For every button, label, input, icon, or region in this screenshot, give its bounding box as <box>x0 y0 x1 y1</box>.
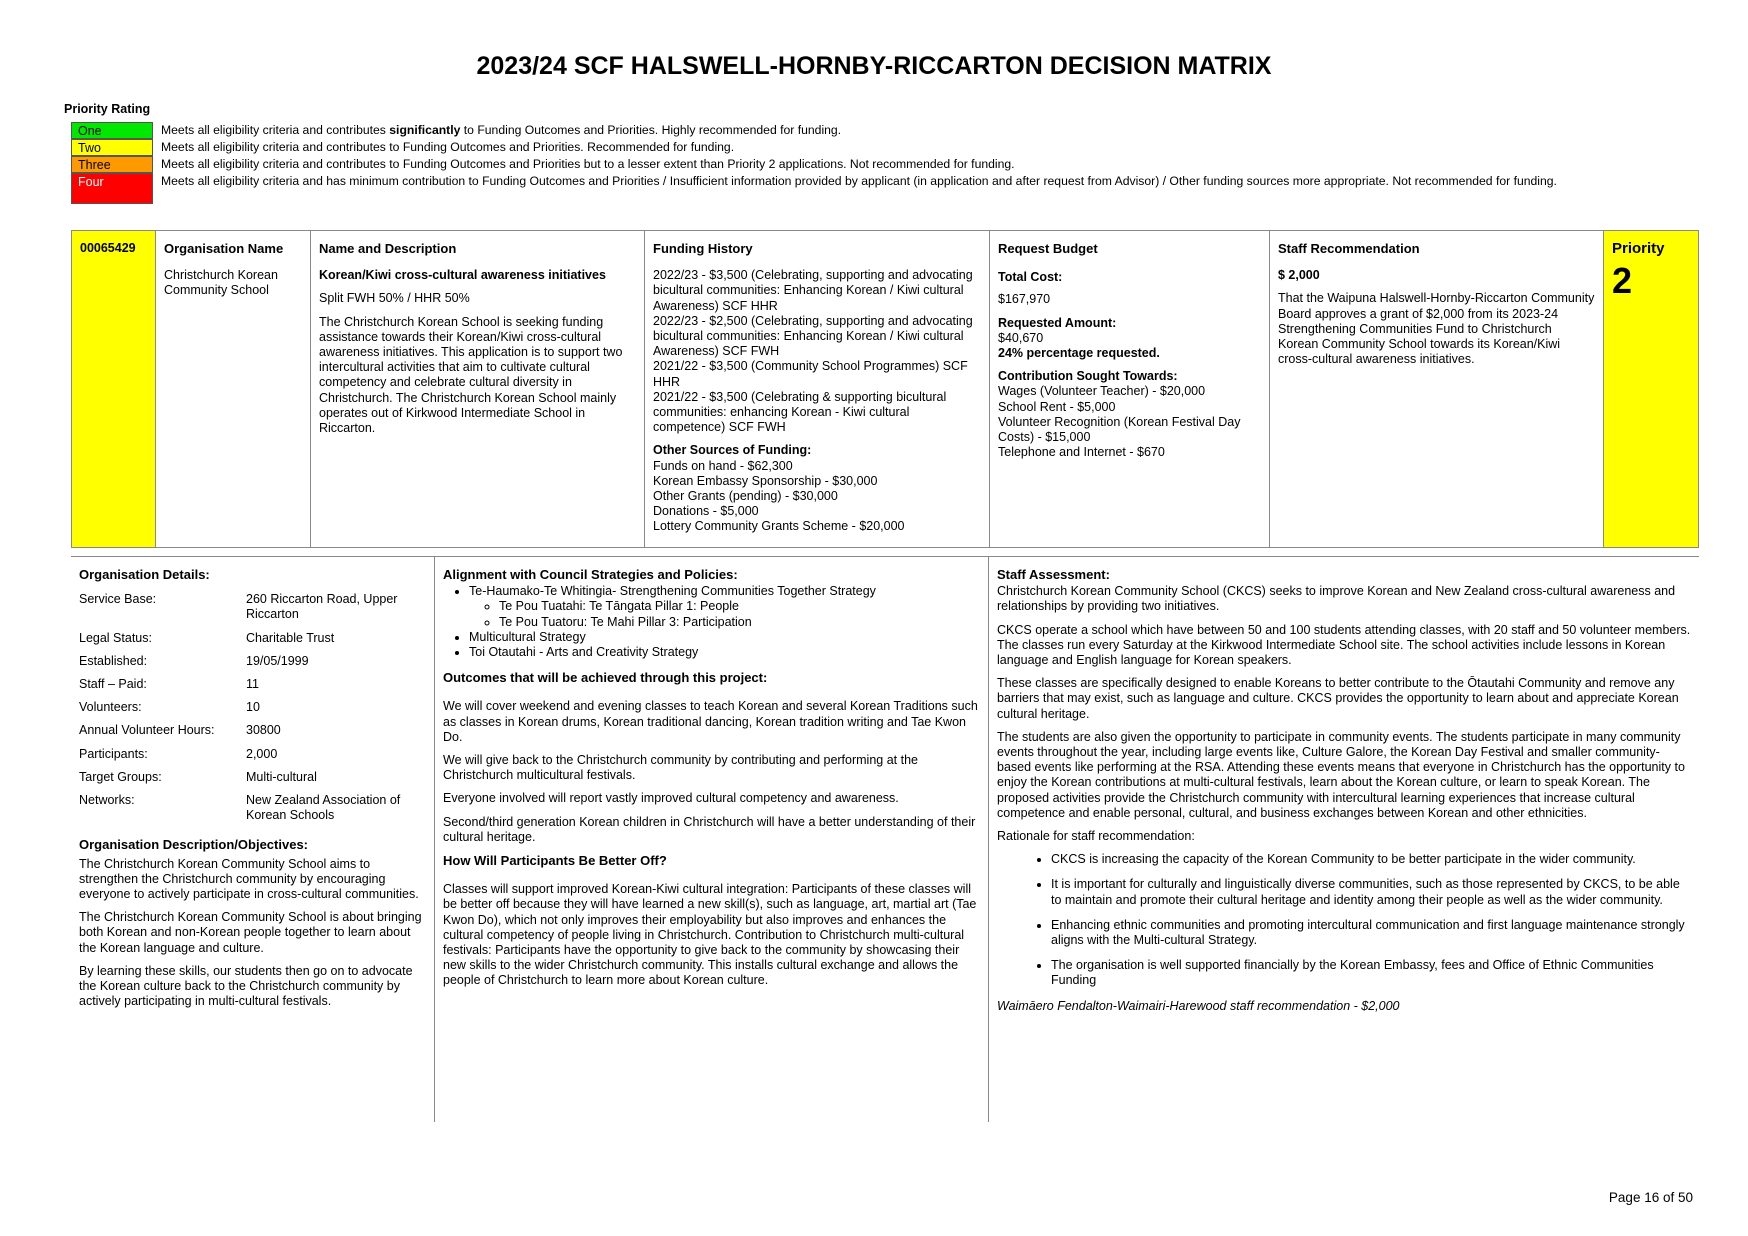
outcome-paragraph: We will give back to the Christchurch community by contributing and performing at the Christchurch multicultural festivals. <box>443 753 918 783</box>
detail-label: Participants: <box>79 746 148 761</box>
detail-value: Multi-cultural <box>246 769 317 784</box>
legend-desc-one-pre: Meets all eligibility criteria and contributes <box>161 123 390 137</box>
pillar-item: ◦ Te Pou Tuatahi: Te Tāngata Pillar 1: People <box>499 599 980 614</box>
percentage-requested: 24% percentage requested. <box>998 346 1160 361</box>
funding-history-cell <box>645 231 990 547</box>
detail-row-service-base <box>79 592 426 622</box>
rationale-heading: Rationale for staff recommendation: <box>997 829 1195 844</box>
funding-history-item: 2021/22 - $3,500 (Celebrating & supporting bicultural communities: enhancing Korean - Kiwi cultural competence) SCF FWH <box>653 389 947 435</box>
contribution-item: School Rent - $5,000 <box>998 399 1116 414</box>
detail-value: 30800 <box>246 723 281 738</box>
pillar-list <box>469 599 980 629</box>
rationale-item: • It is important for culturally and linguistically diverse communities, such as those represented by CKCS, to be able to maintain and promote their cultural heritage and identity among their people as well as the wider community. <box>1051 877 1691 907</box>
requested-amount-label: Requested Amount: <box>998 315 1117 330</box>
staff-recommendation-cell <box>1270 231 1604 547</box>
legend-swatch-two: Two <box>71 139 153 156</box>
alignment-column <box>435 557 989 1122</box>
legend-desc-two: Meets all eligibility criteria and contributes to Funding Outcomes and Priorities. Recommended for funding. <box>161 140 735 154</box>
strategy-item: • Toi Otautahi - Arts and Creativity Strategy <box>469 645 980 660</box>
better-off-heading: How Will Participants Be Better Off? <box>443 853 667 869</box>
detail-label: Target Groups: <box>79 769 162 784</box>
detail-row-legal-status <box>79 631 426 646</box>
detail-row-target-groups <box>79 770 426 785</box>
staff-assessment-heading: Staff Assessment: <box>997 567 1110 582</box>
other-source-item: Lottery Community Grants Scheme - $20,000 <box>653 519 905 534</box>
legend-desc-one-strong: significantly <box>389 123 461 137</box>
details-section <box>71 556 1699 1122</box>
legend-row-one <box>71 122 1651 139</box>
strategy-item <box>469 584 980 630</box>
application-id-cell <box>72 231 156 547</box>
assessment-paragraph: These classes are specifically designed to enable Koreans to better contribute to the Ōtautahi Community and remove any barriers that may exist, such as language and culture. CKCS provides the opportunity to learn about and appreciate Korean cultural heritage. <box>997 676 1679 721</box>
detail-row-volunteer-hours <box>79 723 426 738</box>
org-description-paragraph: The Christchurch Korean Community School aims to strengthen the Christchurch community by encouraging everyone to actively participate in cross-cultural communities. <box>79 856 419 902</box>
detail-row-volunteers <box>79 700 426 715</box>
other-source-item: Other Grants (pending) - $30,000 <box>653 489 838 504</box>
detail-value: New Zealand Association of Korean Schools <box>246 793 401 823</box>
staff-recommendation-amount: $ 2,000 <box>1278 268 1320 283</box>
name-description-cell <box>311 231 645 547</box>
detail-value: 260 Riccarton Road, Upper Riccarton <box>246 592 398 622</box>
contribution-item: Telephone and Internet - $670 <box>998 445 1165 460</box>
rationale-item: • CKCS is increasing the capacity of the Korean Community to be better participate in the wider community. <box>1051 852 1691 867</box>
outcome-paragraph: Everyone involved will report vastly improved cultural competency and awareness. <box>443 791 899 806</box>
requested-amount-value: $40,670 <box>998 330 1044 345</box>
legend-desc-three: Meets all eligibility criteria and contributes to Funding Outcomes and Priorities but to a lesser extent than Priority 2 applications. Not recommended for funding. <box>161 157 1015 171</box>
staff-assessment-column <box>989 557 1699 1122</box>
application-table <box>71 230 1699 548</box>
funding-history-header: Funding History <box>653 241 753 256</box>
legend-row-two <box>71 139 1651 156</box>
other-sources-heading: Other Sources of Funding: <box>653 443 812 458</box>
detail-row-participants <box>79 747 426 762</box>
priority-header: Priority <box>1612 240 1665 257</box>
detail-label: Service Base: <box>79 592 157 607</box>
org-description-paragraph: The Christchurch Korean Community School is about bringing both Korean and non-Korean people together to learn about the Korean language and culture. <box>79 910 422 955</box>
outcomes-heading: Outcomes that will be achieved through this project: <box>443 670 768 686</box>
detail-value: 2,000 <box>246 746 278 761</box>
strategy-list <box>443 584 980 660</box>
staff-recommendation-text: That the Waipuna Halswell-Hornby-Riccarton Community Board approves a grant of $2,000 from its 2023-24 Strengthening Communities Fund to Christchurch Korean Community School towards its Korean/Kiwi cross-cultural awareness initiatives. <box>1278 291 1595 367</box>
strategy-item: • Multicultural Strategy <box>469 630 980 645</box>
outcome-paragraph: Second/third generation Korean children in Christchurch will have a better understanding of their cultural heritage. <box>443 814 976 844</box>
project-description: The Christchurch Korean School is seeking funding assistance towards their Korean/Kiwi cross-cultural awareness initiatives. This application is to support two intercultural activities that aim to cultivate cultural competency and celebrate cultural diversity in Christchurch. The Christchurch Korean School mainly operates out of Kirkwood Intermediate School in Riccarton. <box>319 314 623 436</box>
other-source-item: Korean Embassy Sponsorship - $30,000 <box>653 473 878 488</box>
pillar-item: ◦ Te Pou Tuatoru: Te Mahi Pillar 3: Participation <box>499 615 980 630</box>
outcome-paragraph: We will cover weekend and evening classes to teach Korean and several Korean Traditions such as classes in Korean drums, Korean traditional dancing, Korean tradition writing and Tae Kwon Do. <box>443 699 978 744</box>
rationale-item: • The organisation is well supported financially by the Korean Embassy, fees and Office of Ethnic Communities Funding <box>1051 958 1691 988</box>
funding-history-item: 2022/23 - $3,500 (Celebrating, supporting and advocating bicultural communities: Enhancing Korean / Kiwi cultural Awareness) SCF HHR <box>653 268 973 313</box>
strategy-text: Te-Haumako-Te Whitingia- Strengthening Communities Together Strategy <box>469 584 876 599</box>
assessment-paragraph: CKCS operate a school which have between 50 and 100 students attending classes, with 20 staff and 50 volunteer members. The classes run every Saturday at the Kirkwood Intermediate School site. The school activities include lessons in Korean language and English language for Korean speakers. <box>997 622 1691 668</box>
detail-label: Staff – Paid: <box>79 677 147 692</box>
detail-label: Networks: <box>79 793 135 808</box>
detail-label: Annual Volunteer Hours: <box>79 723 215 738</box>
project-split: Split FWH 50% / HHR 50% <box>319 291 470 306</box>
organisation-details-column <box>71 557 435 1122</box>
name-description-header: Name and Description <box>319 241 457 256</box>
contribution-item: Wages (Volunteer Teacher) - $20,000 <box>998 384 1206 399</box>
page-title: 2023/24 SCF HALSWELL-HORNBY-RICCARTON DECISION MATRIX <box>476 52 1272 80</box>
total-cost-value: $167,970 <box>998 292 1051 307</box>
legend-swatch-three: Three <box>71 156 153 173</box>
detail-value: 11 <box>246 677 259 692</box>
org-description-paragraph: By learning these skills, our students then go on to advocate the Korean culture back to the Christchurch community by actively participating in multi-cultural festivals. <box>79 963 413 1009</box>
legend-row-four <box>71 173 1651 204</box>
project-title: Korean/Kiwi cross-cultural awareness initiatives <box>319 268 606 283</box>
page-number: Page 16 of 50 <box>1608 1190 1693 1205</box>
priority-cell <box>1604 231 1698 547</box>
legend-desc-four: Meets all eligibility criteria and has minimum contribution to Funding Outcomes and Priorities / Insufficient information provided by applicant (in application and after request from Advisor) / Other funding sources more appropriate. Not recommended for funding. <box>161 174 1557 188</box>
detail-value: 19/05/1999 <box>246 653 309 668</box>
detail-row-staff-paid <box>79 677 426 692</box>
alignment-heading: Alignment with Council Strategies and Policies: <box>443 567 738 582</box>
request-budget-header: Request Budget <box>998 241 1098 256</box>
contribution-label: Contribution Sought Towards: <box>998 369 1178 384</box>
priority-legend <box>71 122 1651 204</box>
org-details-heading: Organisation Details: <box>79 567 210 582</box>
organisation-cell <box>156 231 311 547</box>
legend-desc-one <box>153 122 841 138</box>
request-budget-cell <box>990 231 1270 547</box>
detail-row-established <box>79 654 426 669</box>
detail-label: Established: <box>79 653 148 668</box>
rationale-item: • Enhancing ethnic communities and promoting intercultural communication and first language maintenance strongly aligns with the Multi-cultural Strategy. <box>1051 918 1691 948</box>
other-source-item: Donations - $5,000 <box>653 504 759 519</box>
org-name: Christchurch Korean Community School <box>164 268 278 298</box>
detail-value: Charitable Trust <box>246 630 335 645</box>
assessment-footnote: Waimāero Fendalton-Waimairi-Harewood staff recommendation - $2,000 <box>997 998 1400 1013</box>
org-description-heading: Organisation Description/Objectives: <box>79 837 308 853</box>
org-name-header: Organisation Name <box>164 241 284 256</box>
funding-history-item: 2021/22 - $3,500 (Community School Programmes) SCF HHR <box>653 359 968 389</box>
detail-value: 10 <box>246 700 260 715</box>
contribution-item: Volunteer Recognition (Korean Festival Day Costs) - $15,000 <box>998 414 1241 445</box>
assessment-paragraph: Christchurch Korean Community School (CKCS) seeks to improve Korean and New Zealand cross-cultural awareness and relationships by providing two initiatives. <box>997 584 1676 614</box>
staff-recommendation-header: Staff Recommendation <box>1278 241 1420 256</box>
priority-value: 2 <box>1612 260 1633 302</box>
legend-swatch-one: One <box>71 122 153 139</box>
funding-history-item: 2022/23 - $2,500 (Celebrating, supporting and advocating bicultural communities: Enhancing Korean / Kiwi cultural Awareness) SCF FWH <box>653 313 973 359</box>
detail-row-networks <box>79 793 426 823</box>
detail-label: Legal Status: <box>79 630 152 645</box>
total-cost-label: Total Cost: <box>998 270 1063 285</box>
assessment-paragraph: The students are also given the opportunity to participate in community events. The students participate in many community events throughout the year, including large events like, Culture Galore, the Korean Day Festival and smaller community-based events like performing at the RSA. Attending these events means that everyone in Christchurch has the opportunity to enjoy the Korean contributions at multi-cultural festivals, learn about the Korean culture, or learn to speak Korean. The proposed activities provide the Christchurch community with intercultural learning experiences that increase cultural competence and enable personal, cultural, and business exchanges between Korean and other ethnicities. <box>997 729 1685 820</box>
legend-row-three <box>71 156 1651 173</box>
legend-swatch-four: Four <box>71 173 153 204</box>
legend-desc-one-post: to Funding Outcomes and Priorities. Highly recommended for funding. <box>460 123 842 137</box>
better-off-paragraph: Classes will support improved Korean-Kiwi cultural integration: Participants of these classes will be better off because they will have learned a new skill(s), such as language, art, martial art (Tae Kwon Do), which not only improves their employability but also improves and enhances the cultural competency of people living in Christchurch. Contribution to Christchurch multi-cultural festivals: Participants have the opportunity to give back to the community by showcasing their new skills to the wider Christchurch community. This installs cultural exchange and allows the people of Christchurch to learn more about Korean culture. <box>443 882 977 988</box>
other-source-item: Funds on hand - $62,300 <box>653 458 793 473</box>
application-id: 00065429 <box>80 241 136 255</box>
detail-label: Volunteers: <box>79 700 142 715</box>
rationale-list <box>997 852 1691 988</box>
priority-rating-heading: Priority Rating <box>64 102 151 116</box>
